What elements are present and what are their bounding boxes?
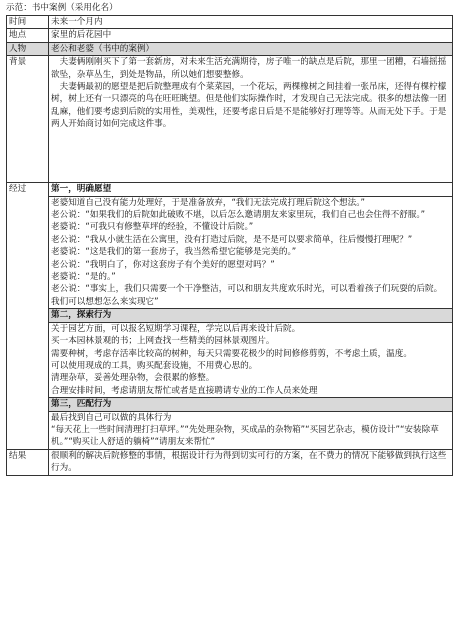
section-2-title: 第二，探索行为 — [49, 309, 453, 322]
table-row-process-s1 — [7, 183, 453, 196]
section-1-title: 第一，明确愿望 — [49, 183, 453, 196]
dialogue-line: 老公说：“如果我们的后院如此破败不堪，以后怎么邀请朋友来家里玩，我们自己也会住得不舒服。” — [51, 210, 426, 221]
dialogue-line: 老婆说：“可我只有修整草坪的经验，不懂设计后院。” — [51, 222, 254, 233]
behavior-line: 关于园艺方面，可以报名短期学习课程，学完以后再来设计后院。 — [51, 323, 301, 334]
table-row-place — [7, 29, 453, 42]
section-1-body — [49, 196, 453, 309]
dialogue-line: 老婆说：“这是我们的第一套房子，我当然希望它能够是完美的。” — [51, 247, 297, 258]
value-result: 很顺利的解决后院修整的事情，根据设计行为得到切实可行的方案，在不费力的情况下能够做到执行这些行为。 — [49, 449, 453, 475]
behavior-line: 清理杂草，妥善处理杂物，会很累的修整。 — [51, 373, 215, 384]
value-people: 老公和老婆（书中的案例） — [49, 42, 453, 55]
label-result: 结果 — [7, 449, 49, 475]
table-row-result — [7, 449, 453, 475]
label-people: 人物 — [7, 42, 49, 55]
behavior-line: 买一本园林景观的书；上网查找一些精美的园林景观图片。 — [51, 336, 275, 347]
table-row-time — [7, 16, 453, 29]
value-time: 未来一个月内 — [49, 16, 453, 29]
table-row-process-s3 — [7, 398, 453, 411]
background-paragraph-1: 夫妻俩刚刚买下了第一套新房，对未来生活充满期待，房子唯一的缺点是后院，那里一团糟，石墙摇摇欲坠，杂草丛生，到处是物品，所以她们想要整修。 — [51, 57, 447, 80]
case-table — [6, 15, 453, 476]
table-row-process-s1-body — [7, 196, 453, 309]
behavior-line: 可以使用现成的工具，购买配套设施，不用费心思的。 — [51, 360, 258, 371]
value-background — [49, 56, 453, 183]
section-3-body — [49, 411, 453, 449]
label-background: 背景 — [7, 56, 49, 183]
label-process: 经过 — [7, 183, 49, 450]
dialogue-line: 老公说：“事实上，我们只需要一个干净整洁，可以和朋友共度欢乐时光，可以看着孩子们玩耍的后院。我们可以想想怎么来实现它” — [51, 284, 443, 307]
table-row-people — [7, 42, 453, 55]
value-place: 家里的后花园中 — [49, 29, 453, 42]
behavior-line: 需要种树，考虑存活率比较高的树种，每天只需要花极少的时间修修剪剪，不考虑土质，温度。 — [51, 348, 412, 359]
table-row-process-s3-body — [7, 411, 453, 449]
table-row-background — [7, 56, 453, 183]
label-time: 时间 — [7, 16, 49, 29]
background-paragraph-2: 夫妻俩最初的愿望是把后院整理成有个菜菜园，一个花坛，两棵橡树之间挂着一张吊床，还得有棵柠檬树，树上还有一只漂亮的鸟在旺旺眺望。但是他们实际操作时，才发现自己无法完成。很多的想法像一团乱麻，他们要考虑到后院的实用性，美观性，还要考虑日后是不是能够好打理等等。从而无处下手。于是两人开始商讨如何完成这件事。 — [51, 82, 447, 130]
table-row-process-s2-body — [7, 322, 453, 397]
dialogue-line: 老公说：“我从小就生活在公寓里，没有打造过后院，是不是可以要求简单，往后慢慢打理呢？” — [51, 234, 413, 245]
behavior-line: 合理安排时间，考虑请朋友帮忙或者是直接聘请专业的工作人员来处理 — [51, 385, 318, 396]
match-line: “每天花上一些时间清理打扫草坪。”“先处理杂物，买成品的杂物箱”“买园艺杂志，模仿设计”“安装除草机。”“购买让人舒适的躺椅”“请朋友来帮忙” — [51, 424, 439, 448]
table-row-process-s2 — [7, 309, 453, 322]
label-place: 地点 — [7, 29, 49, 42]
section-3-title: 第三，匹配行为 — [49, 398, 453, 411]
section-2-body — [49, 322, 453, 397]
dialogue-line: 老婆说：“是的。” — [51, 272, 116, 283]
match-line: 最后找到自己可以做的具体行为 — [51, 412, 172, 423]
dialogue-line: 老婆知道自己没有能力处理好，于是准备放弃，“我们无法完成打理后院这个想法。” — [51, 197, 365, 208]
dialogue-line: 老公说：“我明白了，你对这套房子有个美好的愿望对吗？” — [51, 259, 275, 270]
page-caption: 示范：书中案例（采用化名） — [6, 3, 118, 13]
